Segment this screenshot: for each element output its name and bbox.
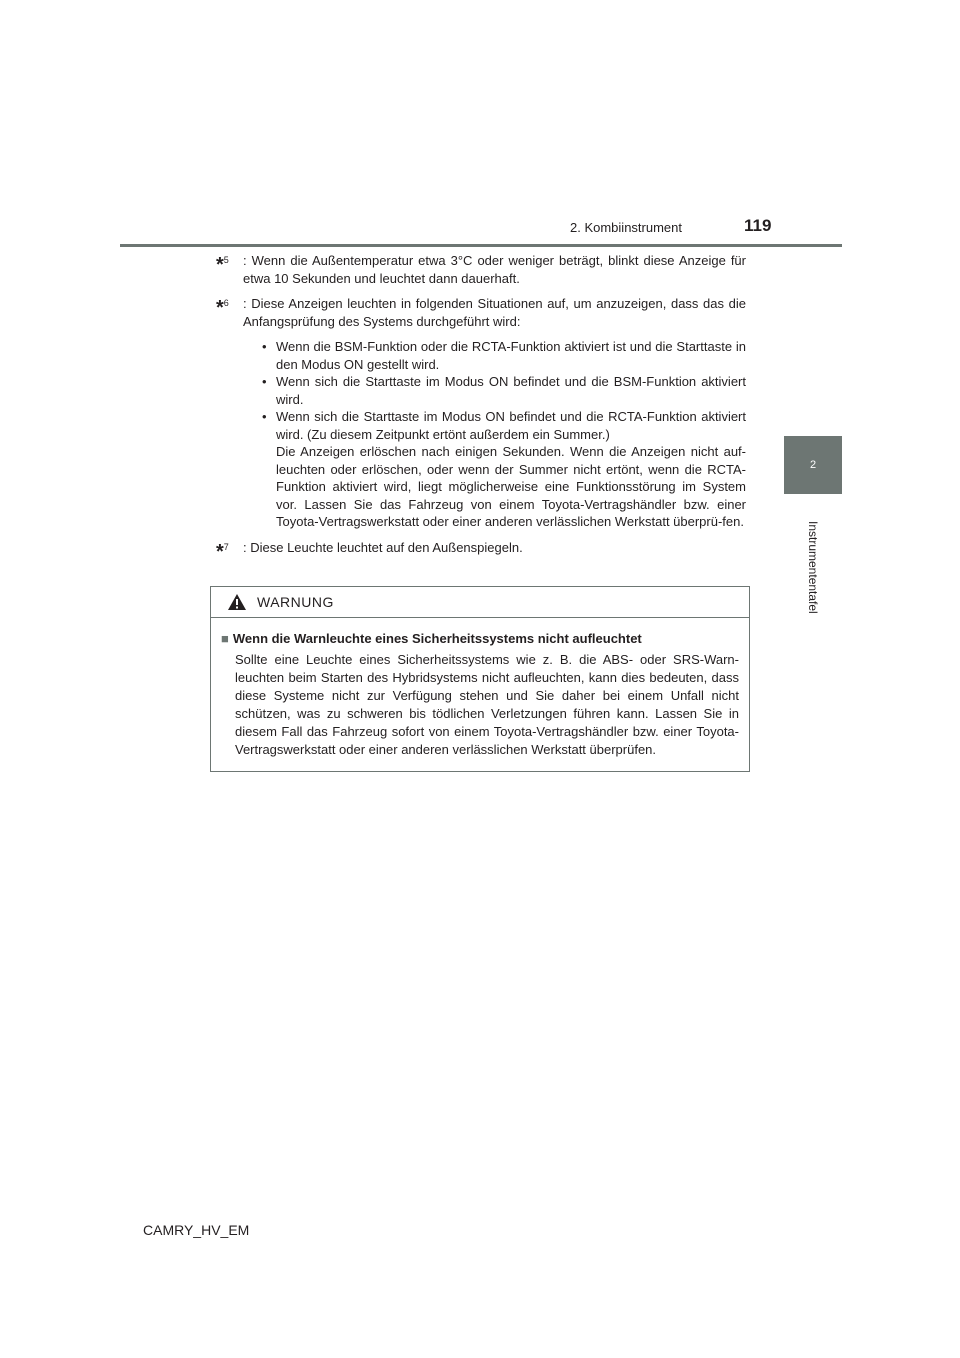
condition-list <box>243 338 746 531</box>
square-bullet-icon: ■ <box>221 631 229 646</box>
warning-title-text: Wenn die Warnleuchte eines Sicherheitssystems nicht aufleuchtet <box>232 631 642 646</box>
list-item-continuation: Die Anzeigen erlöschen nach einigen Sekunden. Wenn die Anzeigen nicht auf-leuchten oder erlöschen, oder wenn der Summer nicht ertönt, wenn die RCTA-Funktion aktiviert wird, liegt möglicherweise eine Funktionsstörung im System vor. Lassen Sie das Fahrzeug von einem Toyota-Vertragshändler bzw. einer Toyota-Vertragswerkstatt oder einer anderen verlässlichen Werkstatt überprü-fen. <box>276 444 746 529</box>
warning-header <box>211 587 749 618</box>
footnote-number: 5 <box>223 255 229 265</box>
footnote-number: 7 <box>223 541 229 552</box>
warning-triangle-icon <box>227 593 247 611</box>
footnote-body <box>243 295 746 531</box>
warning-title <box>221 630 739 648</box>
footer-code: CAMRY_HV_EM <box>143 1222 250 1238</box>
asterisk-marker: * <box>216 540 224 563</box>
list-item: • Wenn sich die Starttaste im Modus ON befindet und die BSM-Funktion aktiviert wird. <box>262 373 746 408</box>
asterisk-marker: * <box>216 254 224 276</box>
chapter-label: Instrumententafel <box>806 520 820 614</box>
list-item: • Wenn die BSM-Funktion oder die RCTA-Funktion aktiviert ist und die Starttaste in den Modus ON gestellt wird. <box>262 338 746 373</box>
chapter-tab-number: 2 <box>809 459 817 471</box>
chapter-tab <box>784 436 842 494</box>
footnote-marker <box>216 252 243 287</box>
footnote-number: 6 <box>223 298 229 308</box>
warning-label: WARNUNG <box>257 594 334 610</box>
footnote-text: : Wenn die Außentemperatur etwa 3°C oder weniger beträgt, blinkt diese Anzeige für etwa 10 Sekunden und leuchtet dann dauerhaft. <box>243 253 746 286</box>
footnote-marker <box>216 295 243 531</box>
page-number: 119 <box>744 216 772 235</box>
footnote-5 <box>216 252 746 287</box>
footnotes <box>216 252 746 569</box>
footnote-text: : Diese Anzeigen leuchten in folgenden Situationen auf, um anzuzeigen, dass das die Anfangsprüfung des Systems durchgeführt wird: <box>243 296 746 329</box>
header-section-title: 2. Kombiinstrument <box>570 220 682 235</box>
header-rule <box>120 244 842 247</box>
list-item-text: • Wenn sich die Starttaste im Modus ON befindet und die RCTA-Funktion aktiviert wird. (Zu diesem Zeitpunkt ertönt außerdem ein Summer.) <box>276 409 746 442</box>
warning-text: Sollte eine Leuchte eines Sicherheitssystems wie z. B. die ABS- oder SRS-Warn-leuchten beim Starten des Hybridsystems nicht aufleuchten, kann dies bedeuten, dass diese Systeme nicht zur Verfügung stehen und Sie daher bei einem Unfall nicht schützen, was zu schweren bis tödlichen Verletzungen führen kann. Lassen Sie in diesem Fall das Fahrzeug sofort von einem Toyota-Vertragshändler bzw. einer Toyota-Vertragswerkstatt oder einer anderen verlässlichen Werkstatt überprüfen. <box>235 652 739 757</box>
warning-box <box>210 586 750 772</box>
footnote-7 <box>216 539 746 562</box>
asterisk-marker: * <box>216 297 224 319</box>
warning-body <box>211 618 749 759</box>
chapter-side-label <box>784 494 842 640</box>
footnote-6 <box>216 295 746 531</box>
footnote-text: : Diese Leuchte leuchtet auf den Außenspiegeln. <box>243 539 523 555</box>
list-item <box>262 408 746 531</box>
footnote-marker <box>216 539 243 562</box>
